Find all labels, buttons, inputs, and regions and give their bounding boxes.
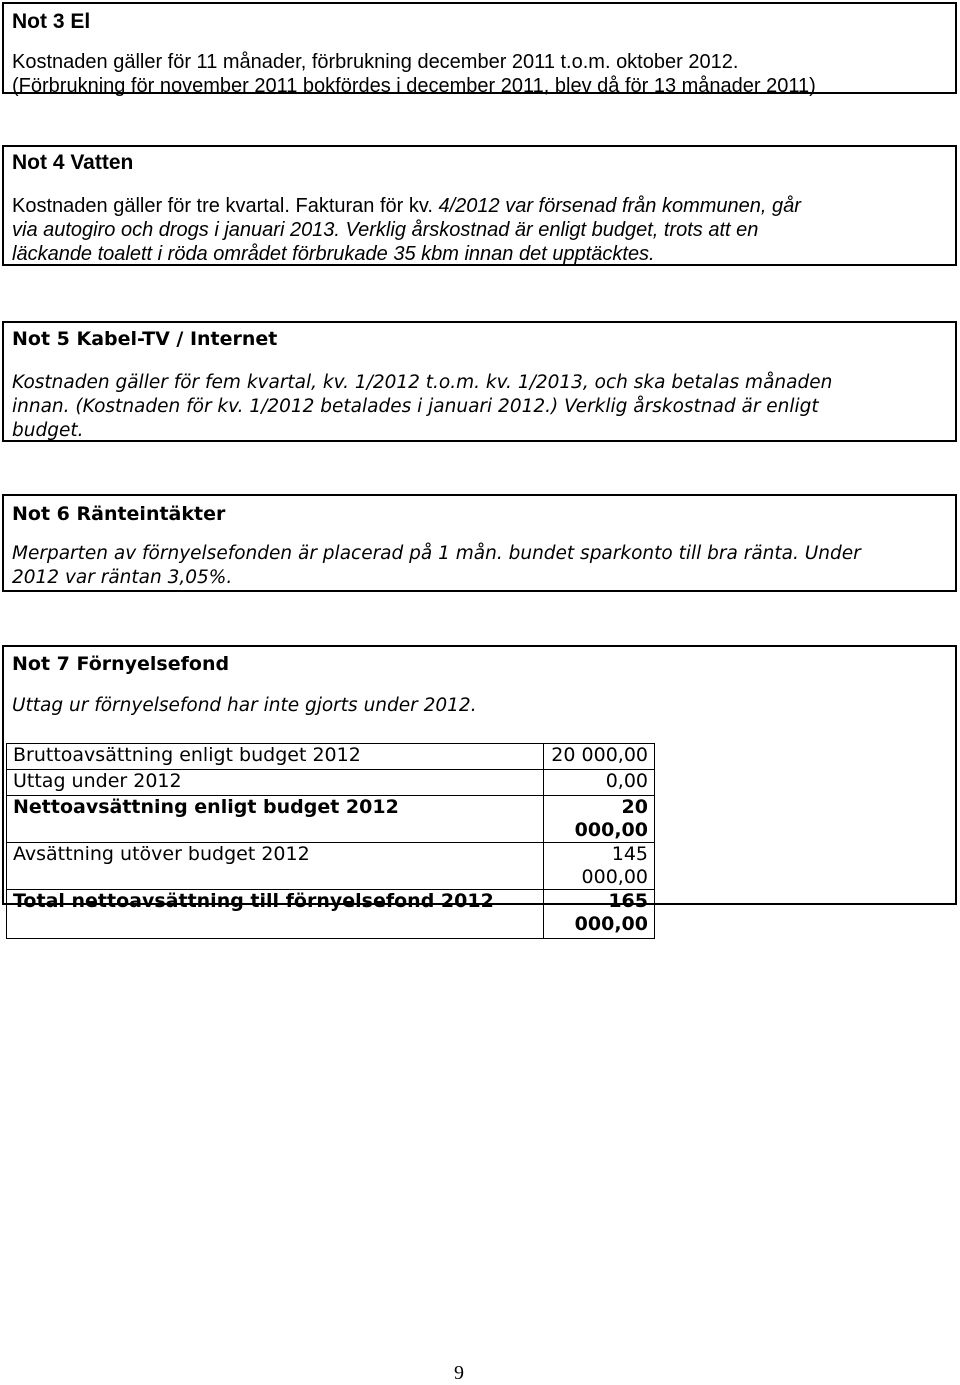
row-value: 145 000,00 xyxy=(544,843,655,890)
row-label: Total nettoavsättning till förnyelsefond 2012 xyxy=(7,890,544,939)
note-5-title: Not 5 Kabel-TV / Internet xyxy=(12,328,278,350)
row-value: 20 000,00 xyxy=(544,796,655,843)
row-label: Nettoavsättning enligt budget 2012 xyxy=(7,796,544,843)
page-number: 9 xyxy=(454,1362,464,1384)
note-3-line-1: Kostnaden gäller för 11 månader, förbrukning december 2011 t.o.m. oktober 2012. xyxy=(12,51,739,73)
note-6-line-1: Merparten av förnyelsefonden är placerad på 1 mån. bundet sparkonto till bra ränta. Under xyxy=(12,543,861,564)
note-6-box xyxy=(2,494,957,592)
note-3-box xyxy=(2,2,957,97)
note-4-box xyxy=(2,145,957,266)
note-5-box xyxy=(2,321,957,442)
table-row xyxy=(7,770,655,796)
note-3-line-2: (Förbrukning för november 2011 bokfördes i december 2011, blev då för 13 månader 2011) xyxy=(12,75,816,97)
table-row xyxy=(7,890,655,939)
note-4-line-1-italic: 4/2012 var försenad från kommunen, går xyxy=(438,195,801,217)
note-6-title: Not 6 Ränteintäkter xyxy=(12,503,226,525)
note-7-title: Not 7 Förnyelsefond xyxy=(12,653,230,675)
note-7-box xyxy=(2,645,957,935)
row-value: 0,00 xyxy=(544,770,655,796)
note-4-line-2: via autogiro och drogs i januari 2013. Verklig årskostnad är enligt budget, trots att en xyxy=(12,219,759,241)
row-label: Avsättning utöver budget 2012 xyxy=(7,843,544,890)
row-value: 165 000,00 xyxy=(544,890,655,939)
table-row xyxy=(7,796,655,843)
note-4-line-1-normal: Kostnaden gäller för tre kvartal. Fakturan för kv. xyxy=(12,195,439,217)
note-4-line-1 xyxy=(12,194,801,218)
note-6-line-2: 2012 var räntan 3,05%. xyxy=(12,567,233,588)
note-4-line-3: läckande toalett i röda området förbrukade 35 kbm innan det upptäcktes. xyxy=(12,243,655,265)
row-label: Bruttoavsättning enligt budget 2012 xyxy=(7,744,544,770)
row-value: 20 000,00 xyxy=(544,744,655,770)
row-label: Uttag under 2012 xyxy=(7,770,544,796)
note-3-title: Not 3 El xyxy=(12,10,91,33)
note-5-line-3: budget. xyxy=(12,420,84,441)
table-row xyxy=(7,843,655,890)
note-5-line-1: Kostnaden gäller för fem kvartal, kv. 1/2012 t.o.m. kv. 1/2013, och ska betalas månaden xyxy=(12,372,833,393)
table-row xyxy=(7,744,655,770)
note-7-line-1: Uttag ur förnyelsefond har inte gjorts under 2012. xyxy=(12,695,477,716)
fund-table xyxy=(6,743,655,939)
note-5-line-2: innan. (Kostnaden för kv. 1/2012 betalades i januari 2012.) Verklig årskostnad är enligt xyxy=(12,396,819,417)
note-4-title: Not 4 Vatten xyxy=(12,151,134,174)
